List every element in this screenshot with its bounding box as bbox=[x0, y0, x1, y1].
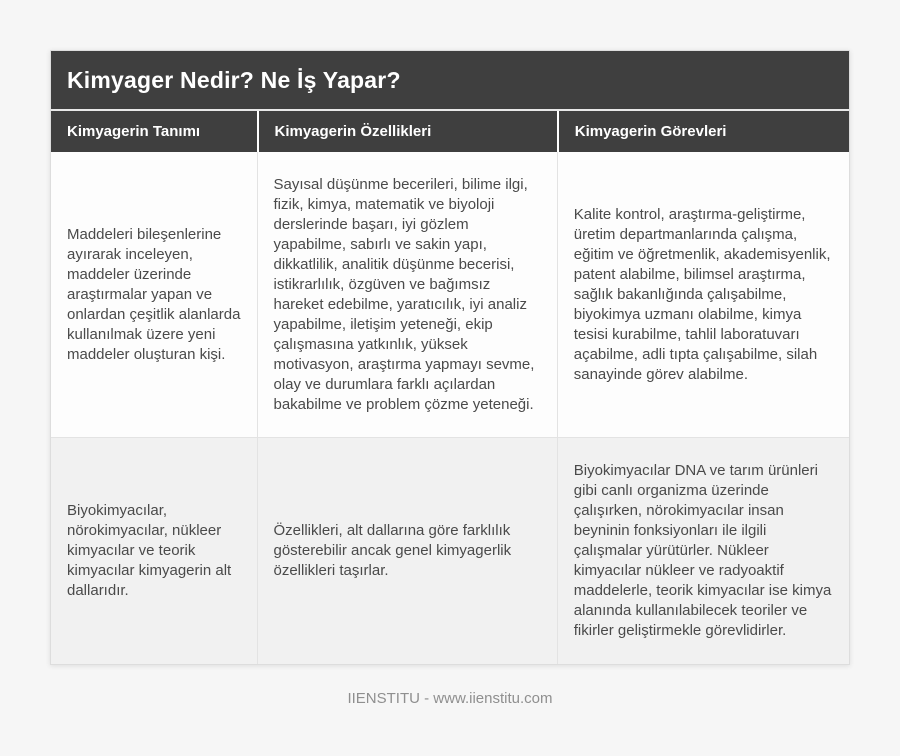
column-header-row bbox=[51, 109, 849, 152]
cell-gorevler-2 bbox=[557, 438, 849, 664]
cell-text: Biyokimyacılar, nörokimyacılar, nükleer kimyacılar ve teorik kimyacılar kimyagerin alt dallarıdır. bbox=[67, 502, 232, 599]
table-title-bar bbox=[51, 51, 849, 109]
cell-tanim-1 bbox=[51, 152, 257, 437]
cell-text: Maddeleri bileşenlerine ayırarak inceleyen, maddeler üzerinde araştırmalar yapan ve onlardan çeşitlik alanlarda kullanılmak üzere yeni maddeler oluşturan kişi. bbox=[67, 225, 241, 363]
cell-text: Biyokimyacılar DNA ve tarım ürünleri gibi canlı organizma üzerinde çalışırken, nörokimyacılar insan beyninin fonksiyonları ile ilgili çalışmalar yürütürler. Nükleer kimyacılar nükleer ve radyoaktif maddelerle, teorik kimyacılar ise kimya alanında kullanılabilecek teoriler ve fikirler geliştirmekle görevlidirler. bbox=[573, 462, 832, 639]
column-header-label: Kimyagerin Tanımı bbox=[67, 123, 201, 140]
table-row bbox=[51, 152, 849, 437]
cell-text: Sayısal düşünme becerileri, bilime ilgi, fizik, kimya, matematik ve biyoloji derslerinde başarı, iyi gözlem yapabilme, sabırlı ve sakin yapı, dikkatlilik, analitik düşünme becerisi, istikrarlılık, özgüven ve bağımsız hareket edebilme, yaratıcılık, iyi analiz yapabilme, iletişim yeteneği, ekip çalışmasına yatkınlık, yüksek motivasyon, araştırma yapmayı sevme, olay ve durumlara farklı açılardan bakabilme ve problem çözme yeteneği. bbox=[273, 175, 535, 413]
cell-ozellikler-2 bbox=[257, 438, 557, 664]
page-title: Kimyager Nedir? Ne İş Yapar? bbox=[67, 66, 401, 93]
footer bbox=[50, 665, 850, 707]
cell-tanim-2 bbox=[51, 438, 257, 664]
cell-text: Özellikleri, alt dallarına göre farklılık gösterebilir ancak genel kimyagerlik özellikleri taşırlar. bbox=[273, 522, 512, 579]
cell-gorevler-1 bbox=[557, 152, 849, 437]
column-header-ozellikleri bbox=[257, 111, 557, 152]
table-row bbox=[51, 437, 849, 664]
cell-text: Kalite kontrol, araştırma-geliştirme, üretim departmanlarında çalışma, eğitim ve öğretmenlik, akademisyenlik, patent alabilme, bilimsel araştırma, sağlık bakanlığında çalışabilme, biyokimya uzmanı olabilme, kimya tesisi kurabilme, tahlil laboratuvarı açabilme, adli tıpta çalışabilme, silah sanayinde görev alabilme. bbox=[573, 205, 831, 383]
info-table-card bbox=[50, 50, 850, 665]
column-header-tanimi bbox=[51, 111, 257, 152]
column-header-label: Kimyagerin Görevleri bbox=[574, 123, 727, 140]
footer-text: IIENSTITU - www.iienstitu.com bbox=[347, 690, 553, 707]
column-header-gorevleri bbox=[557, 111, 849, 152]
cell-ozellikler-1 bbox=[257, 152, 557, 437]
column-header-label: Kimyagerin Özellikleri bbox=[274, 123, 432, 140]
